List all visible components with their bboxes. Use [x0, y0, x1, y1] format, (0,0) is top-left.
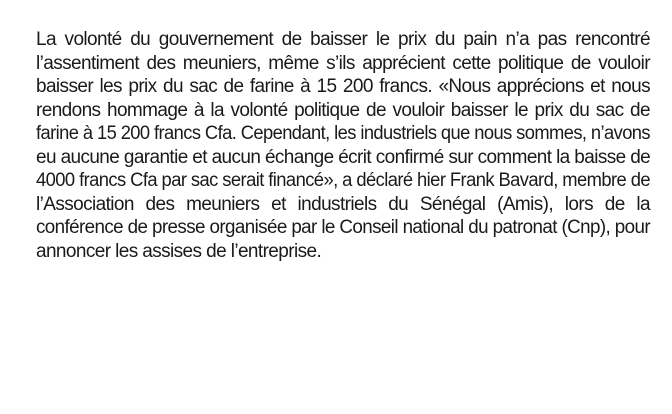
paragraph-line-8: l’Association des meuniers et industriels du Sénégal (Amis), lors de la	[36, 193, 650, 215]
paragraph-line-10: annoncer les assises de l’entreprise.	[36, 240, 322, 262]
paragraph-line-4: rendons hommage à la volonté politique de vouloir baisser le prix du sac de	[36, 99, 650, 121]
paragraph-line-7: 4000 francs Cfa par sac serait financé», a déclaré hier Frank Bavard, membre de	[36, 170, 650, 191]
paragraph-line-2: l’assentiment des meuniers, même s’ils apprécient cette politique de vouloir	[36, 52, 650, 74]
article-paragraph	[36, 28, 650, 263]
paragraph-line-1: La volonté du gouvernement de baisser le prix du pain n’a pas rencontré	[36, 29, 650, 50]
paragraph-line-3: baisser les prix du sac de farine à 15 200 francs. «Nous apprécions et nous	[36, 76, 650, 97]
paragraph-line-9: conférence de presse organisée par le Conseil national du patronat (Cnp), pour	[36, 217, 650, 238]
paragraph-line-6: eu aucune garantie et aucun échange écrit confirmé sur comment la baisse de	[36, 146, 651, 168]
paragraph-line-5: farine à 15 200 francs Cfa. Cependant, les industriels que nous sommes, n’avons	[36, 123, 650, 144]
